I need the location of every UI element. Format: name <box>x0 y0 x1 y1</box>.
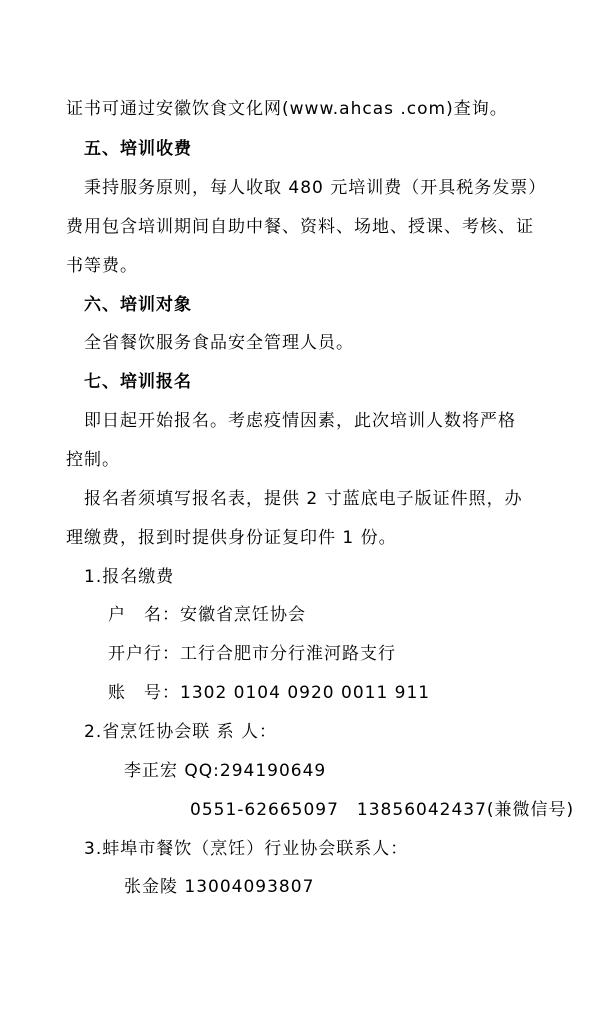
provincial-contact-phones: 0551-62665097 13856042437(兼微信号) <box>190 800 575 820</box>
section-heading-registration: 七、培训报名 <box>84 372 192 392</box>
account-name: 户 名：安徽省烹饪协会 <box>108 605 306 625</box>
certificate-query-text: 证书可通过安徽饮食文化网(www.ahcas .com)查询。 <box>66 99 508 119</box>
fees-paragraph-line-3: 书等费。 <box>66 256 138 276</box>
bank-name: 开户行：工行合肥市分行淮河路支行 <box>108 644 396 664</box>
registration-requirements-line-1: 报名者须填写报名表，提供 2 寸蓝底电子版证件照，办 <box>84 489 523 509</box>
section-heading-fees: 五、培训收费 <box>84 139 192 159</box>
audience-paragraph: 全省餐饮服务食品安全管理人员。 <box>84 333 354 353</box>
bengbu-contact-heading: 3.蚌埠市餐饮（烹饪）行业协会联系人： <box>84 839 409 859</box>
registration-paragraph-line-2: 控制。 <box>66 450 120 470</box>
registration-requirements-line-2: 理缴费，报到时提供身份证复印件 1 份。 <box>66 528 397 548</box>
fees-paragraph-line-1: 秉持服务原则，每人收取 480 元培训费（开具税务发票） <box>84 178 547 198</box>
payment-heading: 1.报名缴费 <box>84 567 175 587</box>
registration-paragraph-line-1: 即日起开始报名。考虑疫情因素，此次培训人数将严格 <box>84 411 516 431</box>
provincial-contact-qq: 李正宏 QQ:294190649 <box>124 761 327 781</box>
section-heading-audience: 六、培训对象 <box>84 295 192 315</box>
provincial-contact-heading: 2.省烹饪协会联 系 人： <box>84 722 278 742</box>
fees-paragraph-line-2: 费用包含培训期间自助中餐、资料、场地、授课、考核、证 <box>66 217 534 237</box>
bengbu-contact-phone: 张金陵 13004093807 <box>124 877 315 897</box>
account-number: 账 号：1302 0104 0920 0011 911 <box>108 683 431 703</box>
